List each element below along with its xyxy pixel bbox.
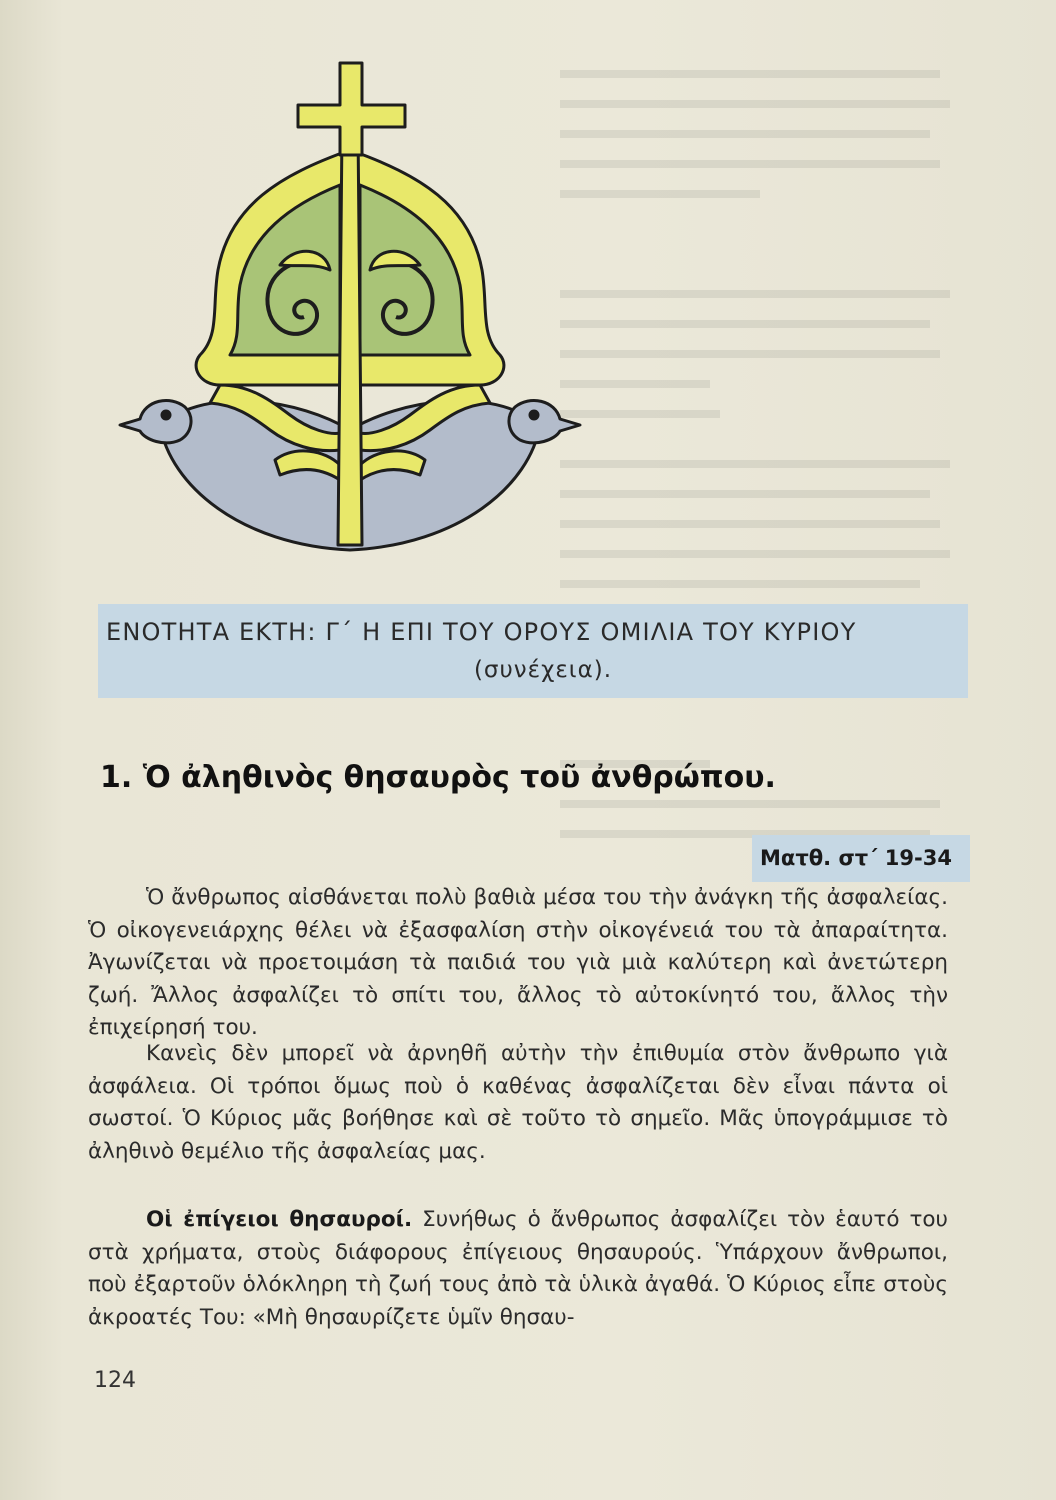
cross-dome-with-doves-icon <box>100 55 600 575</box>
paragraph-1: Ὁ ἄνθρωπος αἰσθάνεται πολὺ βαθιὰ μέσα του τὴν ἀνάγκη τῆς ἀσφαλείας. Ὁ οἰκογενειάρχης θέλει νὰ ἐξασφαλίση στὴν οἰκογένειά του τὰ ἀπαραίτητα. Ἀγωνίζεται νὰ προετοιμάση τὰ παιδιά του γιὰ μιὰ καλύτερη καὶ ἀνετώτερη ζωή. Ἄλλος ἀσφαλίζει τὸ σπίτι του, ἄλλος τὸ αὐτοκίνητό του, ἄλλος τὴν ἐπιχείρησή του. <box>88 885 948 1040</box>
unit-heading-line1: ΕΝΟΤΗΤΑ ΕΚΤΗ: Γ΄ Η ΕΠΙ ΤΟΥ ΟΡΟΥΣ ΟΜΙΛΙΑ ΤΟΥ ΚΥΡΙΟΥ <box>106 618 857 646</box>
paragraph-3-subheading: Οἱ ἐπίγειοι θησαυροί. <box>146 1207 413 1232</box>
bleed-through-texture <box>560 60 960 860</box>
paragraph-2: Κανεὶς δὲν μπορεῖ νὰ ἀρνηθῆ αὐτὴν τὴν ἐπιθυμία στὸν ἄνθρωπο γιὰ ἀσφάλεια. Οἱ τρόποι ὅμως ποὺ ὁ καθένας ἀσφαλίζεται δὲν εἶναι πάντα οἱ σωστοί. Ὁ Κύριος μᾶς βοήθησε καὶ σὲ τοῦτο τὸ σημεῖο. Μᾶς ὑπογράμμισε τὸ ἀληθινὸ θεμέλιο τῆς ἀσφαλείας μας. <box>88 1041 948 1164</box>
page-number: 124 <box>94 1368 136 1393</box>
lesson-title: 1. Ὁ ἀληθινὸς θησαυρὸς τοῦ ἀνθρώπου. <box>100 760 776 795</box>
paragraph-3-text: Συνήθως ὁ ἄνθρωπος ἀσφαλίζει τὸν ἑαυτό του στὰ χρήματα, στοὺς διάφορους ἐπίγειους θησαυρούς. Ὑπάρχουν ἄνθρωποι, ποὺ ἐξαρτοῦν ὁλόκληρη τὴ ζωή τους ἀπὸ τὰ ὑλικὰ ἀγαθά. Ὁ Κύριος εἶπε στοὺς ἀκροατές Του: «Μὴ θησαυρίζετε ὑμῖν θησαυ- <box>88 1207 948 1330</box>
paragraph-3 <box>88 1204 948 1334</box>
unit-heading-line2: (συνέχεια). <box>473 657 613 683</box>
scripture-reference: Ματθ. στ΄ 19-34 <box>760 846 952 870</box>
